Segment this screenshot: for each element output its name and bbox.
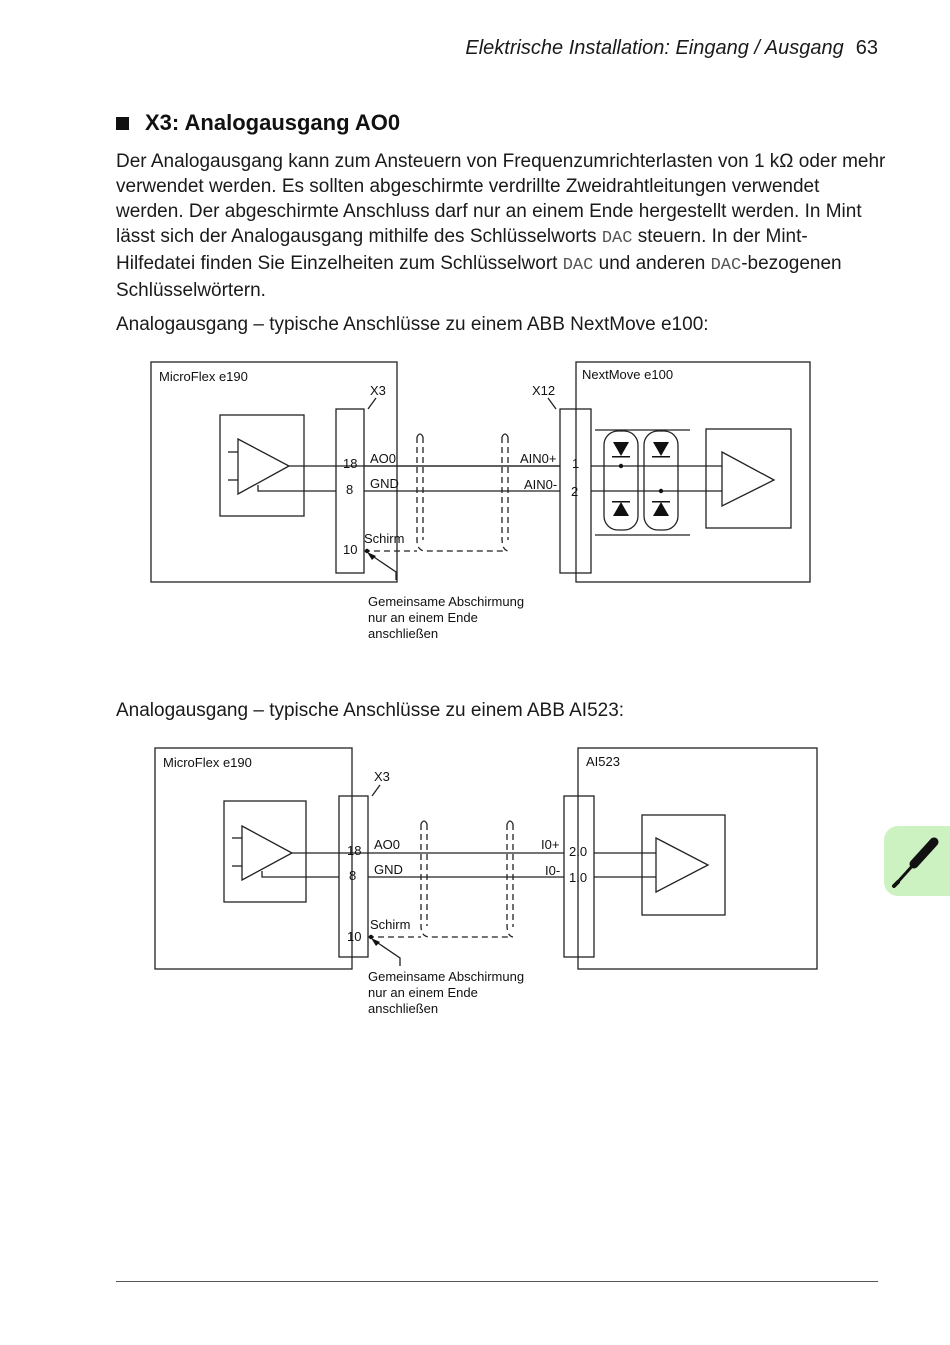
para-text: -bezogenen Schlüsselwörtern. [116, 253, 842, 301]
pin-label: 8 [349, 868, 357, 883]
shield-label: Schirm [364, 531, 405, 546]
diagram2-caption: Analogausgang – typische Anschlüsse zu einem ABB AI523: [116, 700, 625, 721]
shield-note-line: anschließen [368, 626, 439, 641]
left-amplifier-icon [242, 826, 292, 880]
diagram1-caption: Analogausgang – typische Anschlüsse zu einem ABB NextMove e100: [116, 314, 709, 335]
pin-label: 1 [572, 456, 580, 471]
right-device-box [578, 748, 817, 969]
code-keyword: DAC [710, 256, 742, 275]
footer-divider [116, 1281, 878, 1282]
signal-label: AIN0+ [520, 451, 557, 466]
left-device-box [151, 362, 397, 582]
signal-label: AO0 [374, 837, 401, 852]
section-title: X3: Analogausgang AO0 [145, 110, 401, 135]
shield-note-line: Gemeinsame Abschirmung [368, 594, 525, 609]
left-amplifier-box [224, 801, 306, 902]
right-device-box [576, 362, 810, 582]
right-amplifier-box [706, 429, 791, 528]
shield-dashed-line [421, 824, 509, 937]
para-text: und anderen [593, 253, 711, 274]
right-amplifier-box [642, 815, 725, 915]
right-connector-label: X12 [532, 383, 556, 398]
pin-label: 18 [343, 456, 358, 471]
signal-label: GND [370, 476, 399, 491]
left-connector-label: X3 [370, 383, 386, 398]
pin-label: 10 [347, 929, 362, 944]
shield-note-line: nur an einem Ende [368, 985, 478, 1000]
diode-icon [613, 502, 629, 516]
signal-label: AO0 [370, 451, 397, 466]
chapter-side-tab [884, 826, 950, 896]
left-connector-label: X3 [374, 769, 390, 784]
left-device-label: MicroFlex e190 [163, 755, 252, 770]
pin-label: 18 [347, 843, 362, 858]
chapter-title: Elektrische Installation: Eingang / Ausgang [465, 37, 844, 59]
signal-label: I0- [545, 863, 561, 878]
square-bullet-icon [116, 117, 129, 130]
signal-label: I0+ [541, 837, 560, 852]
right-device-label: NextMove e100 [582, 367, 674, 382]
intro-paragraph [116, 149, 886, 303]
shield-note-line: nur an einem Ende [368, 610, 478, 625]
shield-note-line: anschließen [368, 1001, 439, 1016]
diode-icon [653, 502, 669, 516]
diode-icon [653, 442, 669, 456]
shield-dashed-line [417, 437, 505, 551]
wiring-diagram-nextmove [0, 355, 950, 655]
shield-note-line: Gemeinsame Abschirmung [368, 969, 525, 984]
pin-label: 2 [571, 484, 579, 499]
signal-label: AIN0- [524, 477, 558, 492]
left-device-box [155, 748, 352, 969]
left-amplifier-icon [238, 439, 289, 494]
pin-label: 2.0 [569, 844, 588, 859]
signal-label: GND [374, 862, 403, 877]
code-keyword: DAC [601, 229, 633, 248]
diode-icon [613, 442, 629, 456]
para-text: steuern. In der Mint-Hilfedatei finden Sie Einzelheiten zum Schlüsselwort [116, 226, 808, 274]
para-text: Der Analogausgang kann zum Ansteuern von Frequenzumrichterlasten von 1 kΩ oder mehr verwendet werden. Es sollten abgeschirmte verdrillte Zweidrahtleitungen verwendet werden. Der abgeschirmte Anschluss darf nur an einem Ende hergestellt werden. In Mint lässt sich der Analogausgang mithilfe des Schlüsselworts [116, 151, 886, 247]
pin-label: 8 [346, 482, 354, 497]
right-amplifier-icon [656, 838, 708, 892]
running-header [465, 37, 878, 60]
wiring-diagram-ai523 [0, 740, 950, 1030]
right-amplifier-icon [722, 452, 774, 506]
section-heading [116, 110, 400, 136]
right-device-label: AI523 [586, 754, 620, 769]
pin-label: 1.0 [569, 870, 588, 885]
shield-label: Schirm [370, 917, 411, 932]
left-device-label: MicroFlex e190 [159, 369, 248, 384]
pin-label: 10 [343, 542, 358, 557]
screwdriver-icon [884, 826, 950, 896]
code-keyword: DAC [562, 256, 594, 275]
page-number: 63 [855, 37, 878, 59]
